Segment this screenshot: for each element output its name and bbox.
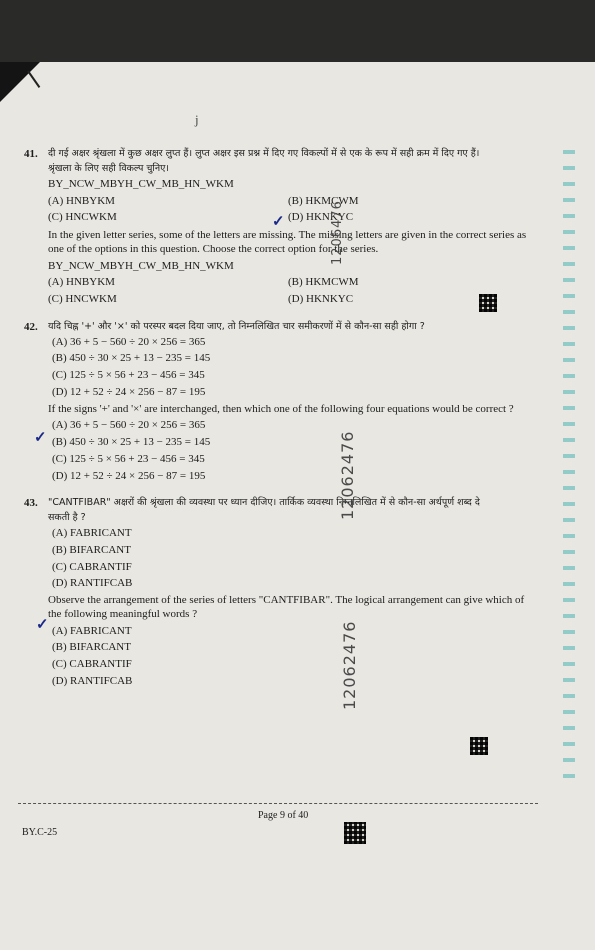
option-c: (C) CABRANTIF bbox=[52, 658, 132, 671]
serial-number-stamp: 1206476 bbox=[330, 200, 345, 265]
option-b: (B) 450 ÷ 30 × 25 + 13 − 235 = 145 bbox=[52, 352, 211, 365]
question-text-english: In the given letter series, some of the letters are missing. The missing letters are given in the correct series as one of the options in this question. Choose the correct option for the series. bbox=[48, 229, 527, 255]
option-b: (B) BIFARCANT bbox=[52, 543, 131, 556]
option-a: (A) FABRICANT bbox=[52, 527, 132, 540]
question-text-hindi: "CANTFIBAR" अक्षरों की श्रृंखला की व्यवस्था पर ध्यान दीजिए। तार्किक व्यवस्था निम्नलिखित में से कौन-सा अर्थपूर्ण शब्द दे bbox=[48, 497, 480, 509]
option-d: (D) RANTIFCAB bbox=[52, 674, 133, 687]
question-text-hindi: यदि चिह्न '+' और '×' को परस्पर बदल दिया जाए, तो निम्नलिखित चार समीकरणों में से कौन-सा सही होगा ? bbox=[48, 320, 425, 332]
option-b: (B) HKMCWM bbox=[288, 194, 359, 207]
option-c: (C) 125 ÷ 5 × 56 + 23 − 456 = 345 bbox=[52, 452, 205, 465]
option-a: (A) FABRICANT bbox=[52, 624, 132, 637]
option-b: (B) HKMCWM bbox=[288, 276, 359, 289]
serial-number-stamp: 12062476 bbox=[338, 430, 357, 520]
checkmark-icon: ✓ bbox=[272, 214, 285, 230]
option-a: (A) HNBYKM bbox=[48, 276, 115, 289]
question-text-english: Observe the arrangement of the series of letters "CANTFIBAR". The logical arrangement can give which of the following meaningful words ? bbox=[48, 594, 525, 620]
serial-number-stamp: 12062476 bbox=[340, 620, 359, 710]
footer-divider bbox=[18, 803, 538, 804]
option-a: (A) 36 + 5 − 560 ÷ 20 × 256 = 365 bbox=[52, 419, 206, 432]
question-text-english: If the signs '+' and '×' are interchanged, then which one of the following four equations would be correct ? bbox=[48, 402, 514, 415]
question-number: 43. bbox=[24, 497, 38, 510]
question-text-hindi: श्रृंखला के लिए सही विकल्प चुनिए। bbox=[48, 162, 170, 174]
question-number: 42. bbox=[24, 320, 38, 333]
question-number: 41. bbox=[24, 148, 38, 160]
question-42 bbox=[24, 321, 534, 484]
question-text-hindi: सकती है ? bbox=[48, 512, 86, 524]
checkmark-icon: ✓ bbox=[34, 430, 47, 446]
checkmark-icon: ✓ bbox=[36, 617, 49, 633]
qr-code-icon bbox=[479, 294, 497, 312]
question-43 bbox=[24, 497, 534, 688]
margin-marks bbox=[563, 150, 575, 790]
options-hindi bbox=[48, 195, 534, 226]
qr-code-icon bbox=[470, 737, 488, 755]
option-d: (D) HKNKYC bbox=[288, 211, 354, 224]
option-b: (B) 450 ÷ 30 × 25 + 13 − 235 = 145 bbox=[52, 436, 211, 449]
option-c: (C) HNCWKM bbox=[48, 211, 117, 224]
qr-code-icon bbox=[344, 822, 366, 844]
option-a: (A) 36 + 5 − 560 ÷ 20 × 256 = 365 bbox=[52, 335, 206, 348]
page-number: Page 9 of 40 bbox=[258, 810, 309, 821]
option-d: (D) 12 + 52 ÷ 24 × 256 − 87 = 195 bbox=[52, 385, 206, 398]
letter-series: BY_NCW_MBYH_CW_MB_HN_WKM bbox=[48, 259, 234, 272]
option-c: (C) CABRANTIF bbox=[52, 560, 132, 573]
options-english bbox=[48, 276, 534, 307]
option-c: (C) HNCWKM bbox=[48, 293, 117, 305]
option-c: (C) 125 ÷ 5 × 56 + 23 − 456 = 345 bbox=[52, 369, 205, 382]
header-mark: j bbox=[195, 112, 199, 127]
option-a: (A) HNBYKM bbox=[48, 194, 115, 207]
question-text-hindi: दी गई अक्षर श्रृंखला में कुछ अक्षर लुप्त हैं। लुप्त अक्षर इस प्रश्न में दिए गए विकल्पों में से एक के रूप में सही क्रम में दिए गए हैं। bbox=[48, 148, 480, 159]
option-d: (D) 12 + 52 ÷ 24 × 256 − 87 = 195 bbox=[52, 469, 206, 482]
option-d: (D) HKNKYC bbox=[288, 293, 354, 305]
booklet-code: BY.C-25 bbox=[22, 827, 58, 838]
letter-series: BY_NCW_MBYH_CW_MB_HN_WKM bbox=[48, 177, 234, 190]
option-b: (B) BIFARCANT bbox=[52, 641, 131, 654]
option-d: (D) RANTIFCAB bbox=[52, 577, 133, 590]
